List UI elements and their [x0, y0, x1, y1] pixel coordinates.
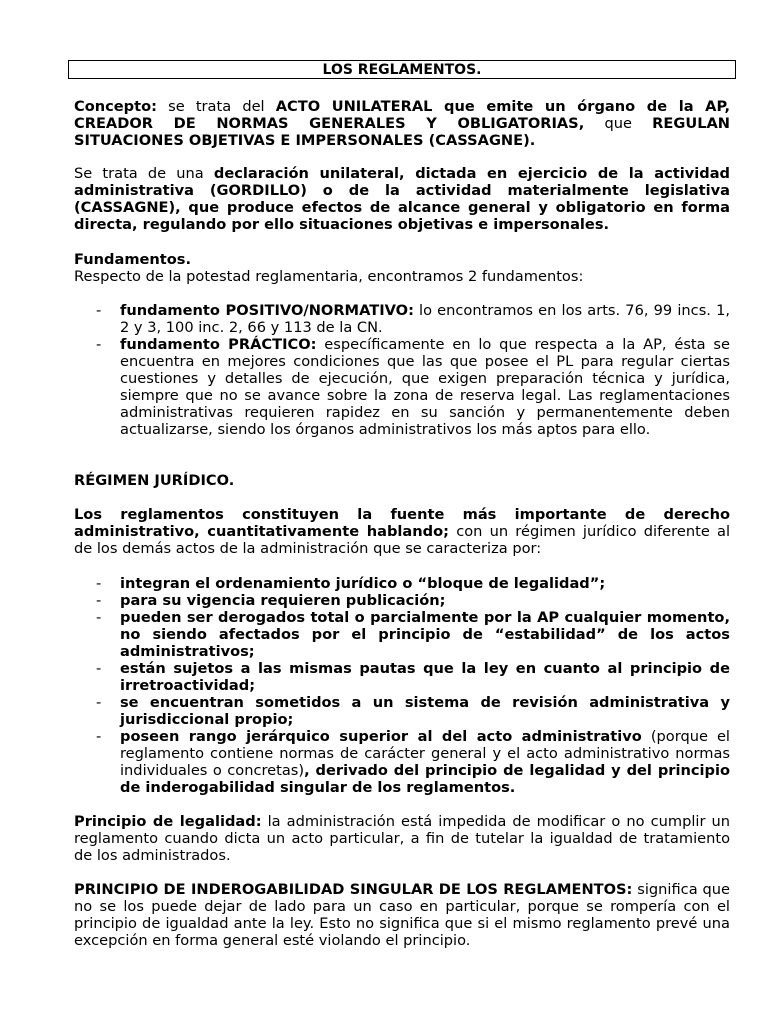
list-item: - pueden ser derogados total o parcialmente por la AP cualquier momento, no siendo afectados por el principio de “estabilidad” de los actos administrativos;	[74, 609, 730, 660]
fundamentos-heading: Fundamentos.	[74, 251, 192, 268]
regimen-heading: RÉGIMEN JURÍDICO.	[74, 472, 235, 489]
legalidad-paragraph: Principio de legalidad: la administración está impedida de modificar o no cumplir un reglamento cuando dicta un acto particular, a fin de tutelar la igualdad de tratamiento de los administrados.	[74, 813, 730, 864]
list-item: - fundamento POSITIVO/NORMATIVO: lo encontramos en los arts. 76, 99 incs. 1, 2 y 3, 100 inc. 2, 66 y 113 de la CN.	[74, 302, 730, 336]
list-item: - para su vigencia requieren publicación;	[74, 592, 730, 609]
inderogabilidad-paragraph: PRINCIPIO DE INDEROGABILIDAD SINGULAR DE LOS REGLAMENTOS: significa que no se los puede dejar de lado para un caso en particular, porque se rompería con el principio de igualdad ante la ley. Esto no significa que si el mismo reglamento prevé una excepción en forma general esté violando el principio.	[74, 881, 730, 949]
regimen-list	[74, 575, 730, 796]
fundamentos-list	[74, 302, 730, 438]
list-item: - poseen rango jerárquico superior al del acto administrativo (porque el reglamento contiene normas de carácter general y el acto administrativo normas individuales o concretas), derivado del principio de legalidad y del principio de inderogabilidad singular de los reglamentos.	[74, 728, 730, 796]
fundamentos-intro: Respecto de la potestad reglamentaria, encontramos 2 fundamentos:	[74, 268, 584, 285]
concepto-paragraph: Concepto: se trata del ACTO UNILATERAL que emite un órgano de la AP, CREADOR DE NORMAS GENERALES Y OBLIGATORIAS, que REGULAN SITUACIONES OBJETIVAS E IMPERSONALES (CASSAGNE).	[74, 98, 731, 149]
regimen-intro: Los reglamentos constituyen la fuente más importante de derecho administrativo, cuantitativamente hablando; con un régimen jurídico diferente al de los demás actos de la administración que se caracteriza por:	[74, 506, 730, 557]
document-title: LOS REGLAMENTOS.	[68, 60, 736, 79]
list-item: - se encuentran sometidos a un sistema de revisión administrativa y jurisdiccional propio;	[74, 694, 730, 728]
list-item: - integran el ordenamiento jurídico o “bloque de legalidad”;	[74, 575, 730, 592]
declaracion-paragraph: Se trata de una declaración unilateral, dictada en ejercicio de la actividad administrativa (GORDILLO) o de la actividad materialmente legislativa (CASSAGNE), que produce efectos de alcance general y obligatorio en forma directa, regulando por ello situaciones objetivas e impersonales.	[74, 165, 730, 233]
fundamentos-section	[74, 251, 730, 285]
list-item: - fundamento PRÁCTICO: específicamente en lo que respecta a la AP, ésta se encuentra en mejores condiciones que las que posee el PL para regular ciertas cuestiones y detalles de ejecución, que exigen preparación técnica y jurídica, siempre que no se avance sobre la zona de reserva legal. Las reglamentaciones administrativas requieren rapidez en su sanción y permanentemente deben actualizarse, siendo los órganos administrativos los más aptos para ello.	[74, 336, 730, 438]
list-item: - están sujetos a las mismas pautas que la ley en cuanto al principio de irretroactividad;	[74, 660, 730, 694]
